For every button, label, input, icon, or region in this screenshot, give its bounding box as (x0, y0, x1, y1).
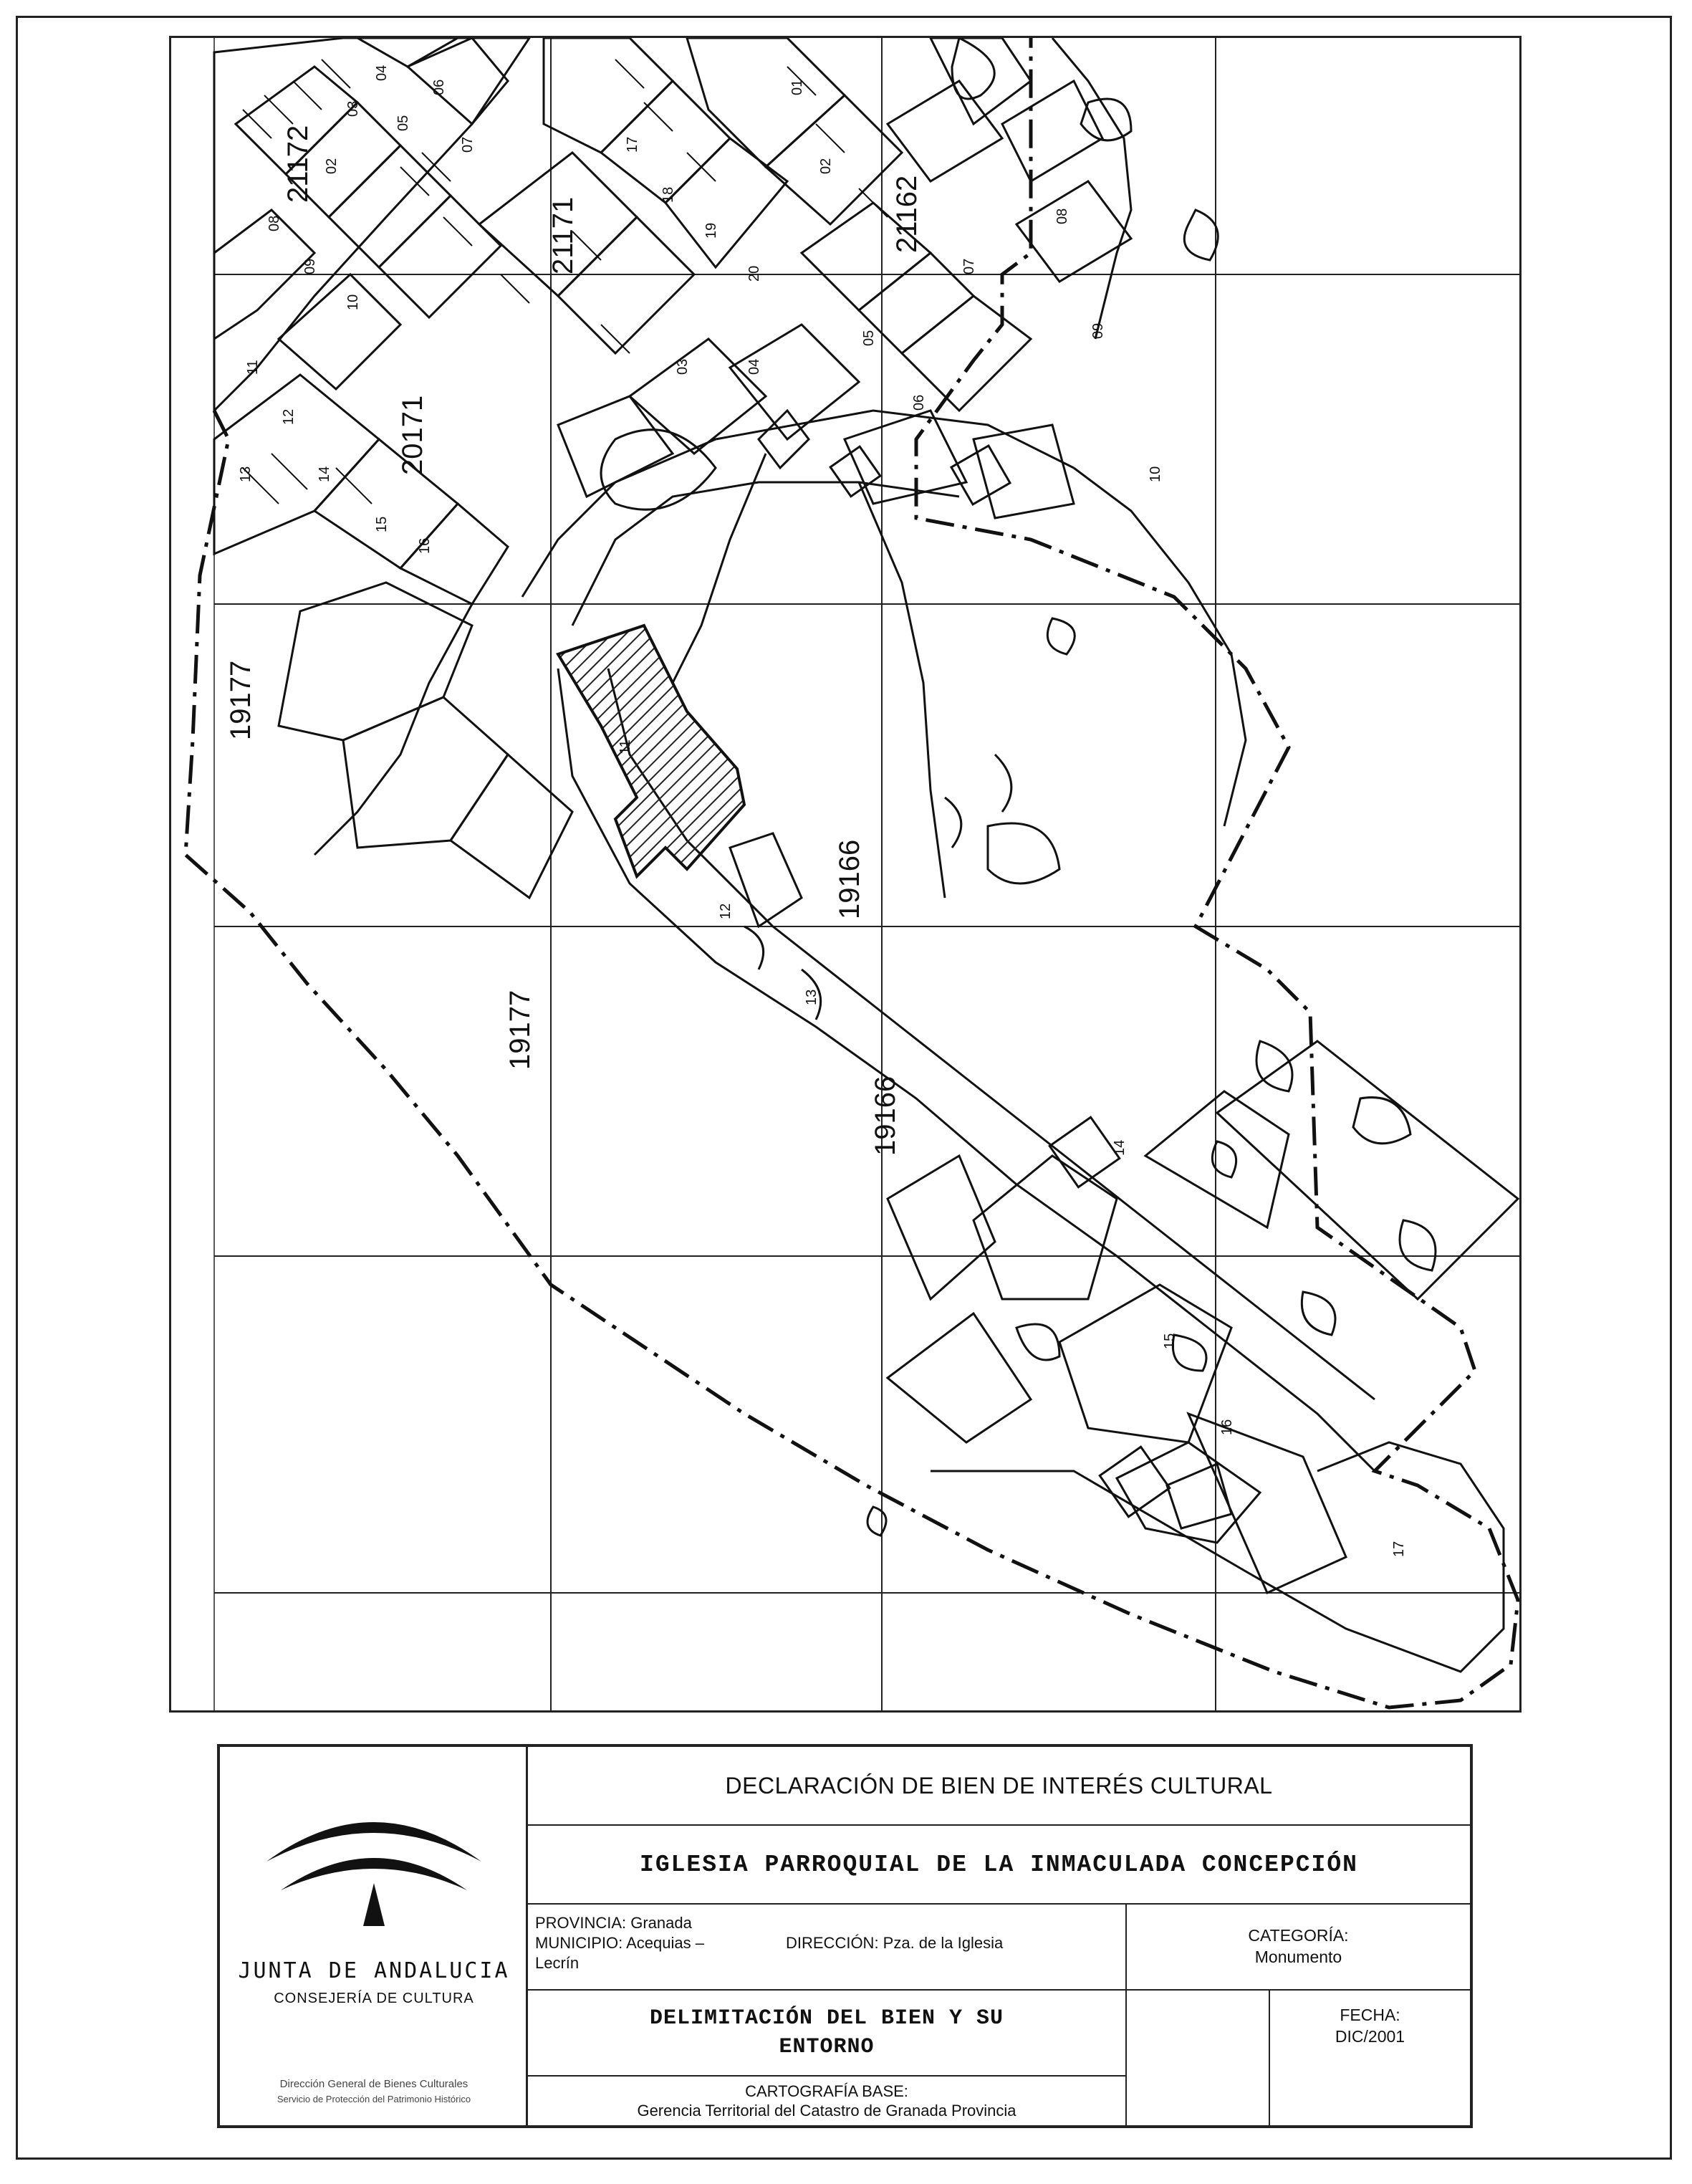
parcel-number: 16 (417, 537, 433, 554)
logo-department: CONSEJERÍA DE CULTURA (274, 1991, 474, 2006)
sheet-label: 19177 (504, 990, 536, 1070)
parcel-number: 09 (302, 258, 318, 274)
parcel-number: 10 (1148, 466, 1163, 482)
address-line: DIRECCIÓN: Pza. de la Iglesia (786, 1934, 1004, 1952)
monument-name: IGLESIA PARROQUIAL DE LA INMACULADA CONCEPCIÓN (528, 1826, 1470, 1905)
sheet-label: 20171 (397, 395, 428, 475)
parcel-number: 10 (345, 294, 361, 310)
parcel-number: 02 (324, 158, 340, 174)
parcel-number: 15 (1162, 1333, 1178, 1349)
sheet-label: 19177 (225, 660, 256, 740)
date-label: FECHA: (1340, 2006, 1400, 2024)
grid-lines (214, 38, 1519, 1710)
parcel-number: 08 (266, 215, 282, 231)
junta-andalucia-logo-icon (259, 1797, 489, 1955)
parcel-number: 03 (345, 100, 361, 117)
cartography-cell (528, 2077, 1127, 2125)
urban-blocks (214, 38, 1131, 604)
logo-directorate: Dirección General de Bienes Culturales (279, 2078, 468, 2090)
parcel-number: 01 (789, 79, 805, 95)
sheet-label: 21171 (547, 196, 579, 274)
parcel-number: 03 (675, 358, 691, 375)
sheet-label: 21162 (891, 175, 923, 253)
parcel-number: 20 (746, 265, 762, 282)
province-line: PROVINCIA: Granada (535, 1914, 692, 1932)
plan-title-cell (528, 1991, 1127, 2077)
logo-service: Servicio de Protección del Patrimonio Histórico (277, 2094, 471, 2104)
title-block (217, 1744, 1473, 2128)
parcel-number: 13 (804, 989, 819, 1005)
declaration-title: DECLARACIÓN DE BIEN DE INTERÉS CULTURAL (528, 1747, 1470, 1826)
parcel-number: 19 (703, 222, 719, 239)
date-value: DIC/2001 (1335, 2026, 1405, 2046)
category-cell (1127, 1905, 1470, 1991)
plan-title-line-2: ENTORNO (779, 2035, 875, 2059)
cartography-label: CARTOGRAFÍA BASE: (745, 2082, 908, 2100)
logo-name: JUNTA DE ANDALUCIA (238, 1958, 510, 1983)
plan-title-line-1: DELIMITACIÓN DEL BIEN Y SU (649, 2006, 1004, 2031)
location-cell (528, 1905, 1127, 1991)
parcel-number: 11 (617, 739, 633, 755)
parcel-number: 17 (1391, 1541, 1407, 1557)
category-value: Monumento (1254, 1948, 1342, 1966)
cartography-value: Gerencia Territorial del Catastro de Granada Provincia (637, 2102, 1016, 2120)
date-cell (1270, 1991, 1470, 2125)
parcel-number: 02 (818, 158, 834, 174)
parcel-number: 14 (317, 466, 332, 482)
logo-area (220, 1747, 528, 2125)
parcel-number: 05 (861, 330, 877, 346)
parcel-number: 07 (961, 258, 977, 274)
parcel-number: 06 (431, 79, 447, 95)
parcel-number: 12 (281, 408, 297, 425)
parcel-number: 11 (245, 360, 261, 375)
parcel-number: 05 (395, 115, 411, 131)
parcel-number: 13 (238, 466, 254, 482)
parcel-number: 08 (1054, 208, 1070, 224)
parcel-number: 12 (718, 903, 734, 919)
parcel-number: 14 (1112, 1139, 1128, 1156)
parcel-number: 17 (625, 136, 640, 153)
parcel-number: 06 (911, 394, 927, 411)
cadastral-map (169, 36, 1522, 1713)
parcel-number: 04 (746, 358, 762, 375)
parcel-number: 15 (374, 516, 390, 532)
category-label: CATEGORÍA: (1248, 1926, 1349, 1945)
parcel-number: 04 (374, 64, 390, 81)
sheet-label: 21172 (282, 125, 314, 203)
parcel-number: 18 (660, 186, 676, 203)
parcel-number: 16 (1219, 1419, 1235, 1435)
blank-cell (1127, 1991, 1270, 2125)
municipality-continuation: Lecrín (535, 1954, 580, 1972)
parcel-numbers (238, 65, 1407, 1557)
municipality-line: MUNICIPIO: Acequias – (535, 1934, 704, 1952)
sheet-label: 19166 (834, 839, 865, 919)
map-drawing (171, 38, 1519, 1710)
parcel-number: 07 (460, 136, 476, 153)
sheet-label: 19166 (870, 1076, 901, 1156)
parcel-number: 09 (1090, 322, 1106, 339)
protected-church-hatched (558, 626, 744, 876)
